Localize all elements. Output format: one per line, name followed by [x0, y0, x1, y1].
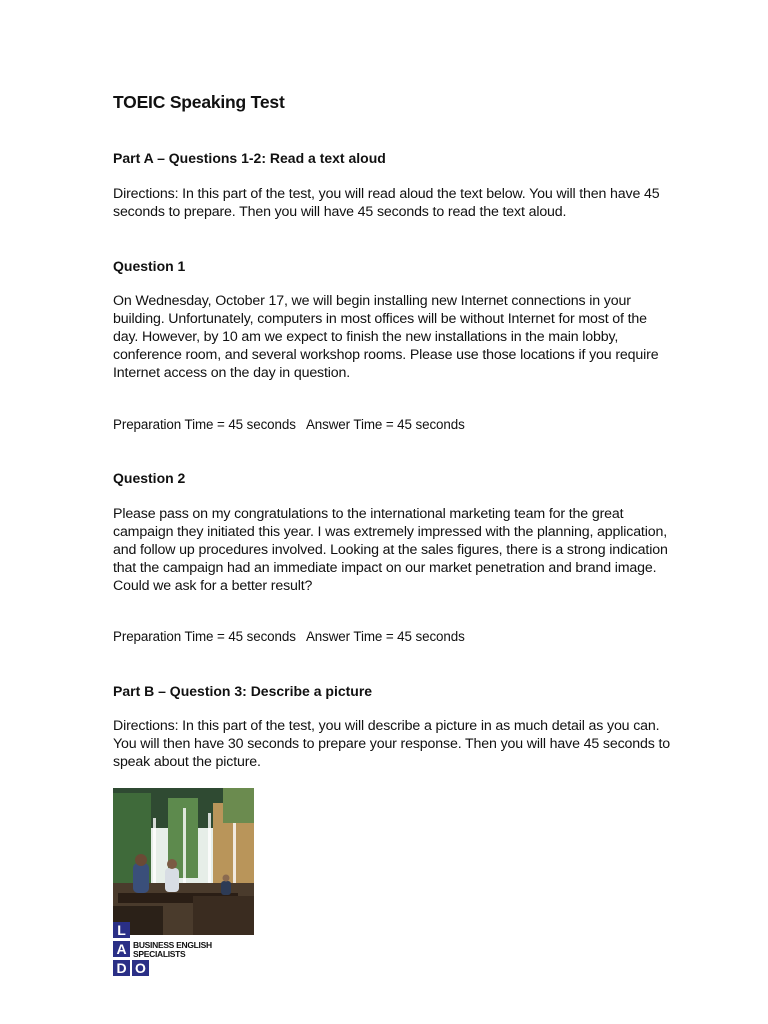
document-title: TOEIC Speaking Test: [113, 92, 285, 112]
part-b-heading: Part B – Question 3: Describe a picture: [113, 683, 373, 699]
logo-tagline-line1: BUSINESS ENGLISH: [133, 940, 212, 950]
lado-logo: [113, 922, 213, 978]
logo-tagline: [133, 941, 212, 959]
question-2-text: Please pass on my congratulations to the international marketing team for the great campaign they initiated this year. I was extremely impressed with the planning, application, and follow up procedures involved. Looking at the sales figures, there is a strong indication that the campaign had an immediate impact on our market penetration and brand image. Could we ask for a better result?: [113, 506, 668, 594]
logo-tagline-line2: SPECIALISTS: [133, 949, 186, 959]
question-2-timing: Preparation Time = 45 seconds Answer Time = 45 seconds: [113, 629, 465, 644]
question-1-timing: Preparation Time = 45 seconds Answer Time = 45 seconds: [113, 417, 465, 432]
logo-letter-d: D: [113, 960, 130, 976]
office-photo: [113, 788, 254, 935]
part-b-directions: Directions: In this part of the test, you will describe a picture in as much detail as you can. You will then have 30 seconds to prepare your response. Then you will have 45 seconds to speak about the picture.: [113, 718, 671, 770]
logo-letter-o: O: [132, 960, 149, 976]
logo-letter-l: L: [113, 922, 130, 938]
logo-letter-a: A: [113, 941, 130, 957]
part-a-directions: Directions: In this part of the test, you will read aloud the text below. You will then have 45 seconds to prepare. Then you will have 45 seconds to read the text aloud.: [113, 186, 660, 220]
question-1-heading: Question 1: [113, 258, 186, 274]
part-a-heading: Part A – Questions 1-2: Read a text aloud: [113, 150, 386, 166]
question-2-heading: Question 2: [113, 470, 186, 486]
question-1-text: On Wednesday, October 17, we will begin installing new Internet connections in your building. Unfortunately, computers in most offices will be without Internet for most of the day. However, by 10 am we expect to finish the new installations in the main lobby, conference room, and several workshop rooms. Please use those locations if you require Internet access on the day in question.: [113, 293, 659, 381]
